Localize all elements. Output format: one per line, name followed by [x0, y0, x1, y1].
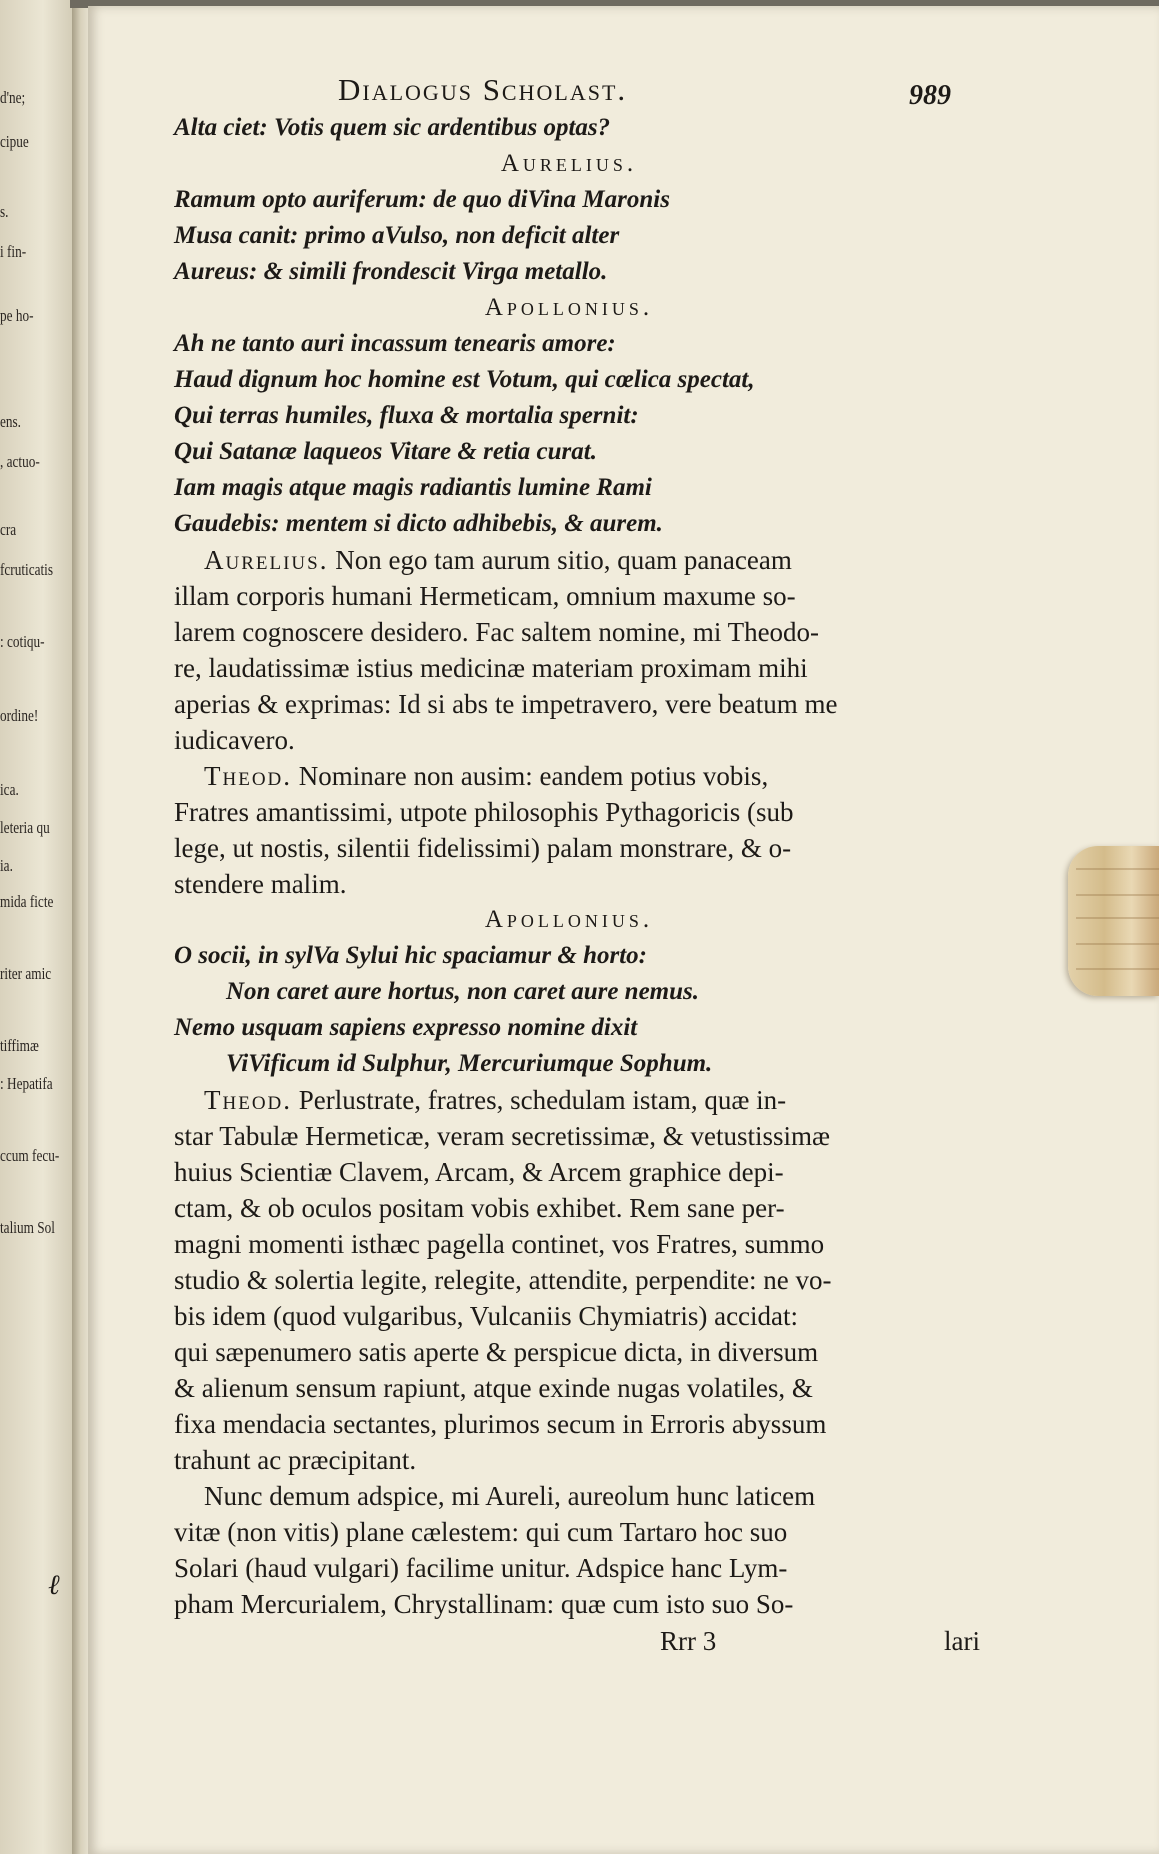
facing-page-fragment: leteria qu	[0, 818, 50, 837]
prose-text: Nominare non ausim: eandem potius vobis,	[292, 761, 769, 791]
prose-line: iudicavero.	[174, 725, 295, 755]
text-lines	[174, 110, 964, 1622]
page-number: 989	[909, 80, 951, 111]
prose-text: Non ego tam aurum sitio, quam panaceam	[328, 545, 792, 575]
prose-line: huius Scientiæ Clavem, Arcam, & Arcem graphice depi-	[174, 1157, 784, 1187]
prose-line: re, laudatissimæ istius medicinæ materiam proximam mihi	[174, 653, 808, 683]
verse-line: Musa canit: primo aVulso, non deficit alter	[174, 222, 620, 249]
facing-page-fragment: cipue	[0, 132, 29, 151]
verse-line-indented: ViVificum id Sulphur, Mercuriumque Sophum.	[226, 1050, 713, 1077]
inline-speaker-name: Aurelius.	[204, 545, 329, 575]
facing-page-fragment: : Hepatifa	[0, 1074, 53, 1093]
verse-line: Alta ciet: Votis quem sic ardentibus optas?	[174, 114, 611, 141]
prose-line: illam corporis humani Hermeticam, omnium maxume so-	[174, 581, 796, 611]
facing-page-fragment: d'ne;	[0, 88, 26, 107]
prose-line: star Tabulæ Hermeticæ, veram secretissimæ, & vetustissimæ	[174, 1121, 831, 1151]
prose-line: trahunt ac præcipitant.	[174, 1445, 417, 1475]
verse-line: Ah ne tanto auri incassum tenearis amore:	[174, 330, 616, 357]
prose-line-speaker	[174, 758, 964, 794]
facing-page-fragment: ccum fecu-	[0, 1146, 60, 1165]
verse-line-indented: Non caret aure hortus, non caret aure nemus.	[226, 978, 699, 1005]
page-footer	[174, 1622, 980, 1662]
verse-line: Haud dignum hoc homine est Votum, qui cœlica spectat,	[174, 366, 755, 393]
facing-page-fragment: fcruticatis	[0, 560, 54, 579]
verse-line: Iam magis atque magis radiantis lumine Rami	[174, 474, 652, 501]
prose-line: aperias & exprimas: Id si abs te impetravero, vere beatum me	[174, 689, 838, 719]
prose-line: magni momenti isthæc pagella continet, vos Fratres, summo	[174, 1229, 825, 1259]
speaker-heading: Apollonius.	[484, 906, 654, 933]
page-text-block	[174, 70, 980, 1662]
verse-line: O socii, in sylVa Sylui hic spaciamur & horto:	[174, 942, 647, 969]
facing-page-fragment: i fin-	[0, 242, 27, 261]
prose-text: Perlustrate, fratres, schedulam istam, quæ in-	[292, 1085, 787, 1115]
prose-line: ctam, & ob oculos positam vobis exhibet. Rem sane per-	[174, 1193, 785, 1223]
inline-speaker-name: Theod.	[204, 761, 293, 791]
facing-page-edge	[0, 0, 78, 1854]
facing-page-fragment: mida ficte	[0, 892, 54, 911]
facing-page-fragment: : cotiqu-	[0, 632, 45, 651]
prose-line: pham Mercurialem, Chrystallinam: quæ cum isto suo So-	[174, 1589, 794, 1619]
page-header	[174, 70, 964, 110]
facing-page-fragment: ordine!	[0, 706, 39, 725]
prose-line: Nunc demum adspice, mi Aureli, aureolum hunc laticem	[204, 1481, 816, 1511]
prose-line: bis idem (quod vulgaribus, Vulcaniis Chymiatris) accidat:	[174, 1301, 799, 1331]
facing-page-fragment: tiffimæ	[0, 1036, 39, 1055]
verse-line: Ramum opto auriferum: de quo diVina Maronis	[174, 186, 670, 213]
facing-page-fragment: , actuo-	[0, 452, 40, 471]
signature-mark: Rrr 3	[660, 1626, 717, 1656]
prose-line: lege, ut nostis, silentii fidelissimi) palam monstrare, & o-	[174, 833, 792, 863]
facing-page-fragment: ica.	[0, 780, 19, 799]
prose-line-speaker	[174, 1082, 964, 1118]
prose-line: studio & solertia legite, relegite, attendite, perpendite: ne vo-	[174, 1265, 832, 1295]
running-head: Dialogus Scholast.	[338, 72, 628, 107]
verse-line: Aureus: & simili frondescit Virga metallo.	[174, 258, 608, 285]
prose-line-speaker	[174, 542, 964, 578]
verse-line: Qui terras humiles, fluxa & mortalia spernit:	[174, 402, 639, 429]
facing-page-fragment: s.	[0, 202, 9, 221]
prose-line: fixa mendacia sectantes, plurimos secum in Erroris abyssum	[174, 1409, 827, 1439]
facing-page-fragment: cra	[0, 520, 17, 539]
facing-page-fragment: riter amic	[0, 964, 52, 983]
prose-line: stendere malim.	[174, 869, 347, 899]
prose-line: larem cognoscere desidero. Fac saltem nomine, mi Theodo-	[174, 617, 820, 647]
wooden-page-holder	[1068, 846, 1159, 996]
speaker-heading: Apollonius.	[484, 294, 654, 321]
facing-page-fragment: talium Sol	[0, 1218, 55, 1237]
prose-line: vitæ (non vitis) plane cælestem: qui cum Tartaro hoc suo	[174, 1517, 788, 1547]
facing-page-fragment: ia.	[0, 856, 13, 875]
prose-line: Solari (haud vulgari) facilime unitur. Adspice hanc Lym-	[174, 1553, 788, 1583]
facing-page-fragment: pe ho-	[0, 306, 34, 325]
verse-line: Nemo usquam sapiens expresso nomine dixit	[174, 1014, 638, 1041]
facing-page-fragment: ens.	[0, 412, 21, 431]
prose-line: Fratres amantissimi, utpote philosophis Pythagoricis (sub	[174, 797, 794, 827]
verse-line: Gaudebis: mentem si dicto adhibebis, & aurem.	[174, 510, 663, 537]
prose-line: & alienum sensum rapiunt, atque exinde nugas volatiles, &	[174, 1373, 813, 1403]
margin-ink-mark: ℓ	[48, 1570, 60, 1601]
inline-speaker-name: Theod.	[204, 1085, 293, 1115]
speaker-heading: Aurelius.	[500, 150, 638, 177]
catchword: lari	[944, 1626, 980, 1656]
prose-line: qui sæpenumero satis aperte & perspicue dicta, in diversum	[174, 1337, 819, 1367]
verse-line: Qui Satanæ laqueos Vitare & retia curat.	[174, 438, 597, 465]
